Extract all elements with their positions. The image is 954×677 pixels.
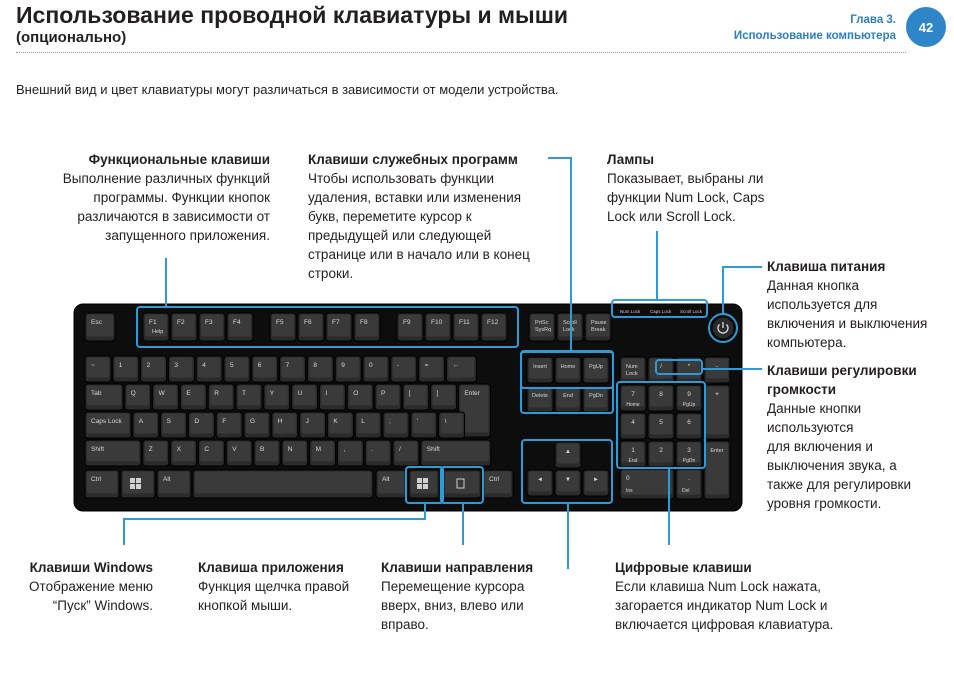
page-number-badge: 42 xyxy=(906,7,946,47)
key-nav xyxy=(527,386,553,412)
key-q-row xyxy=(85,384,123,410)
key-arrow-left xyxy=(527,470,553,496)
key-numpad xyxy=(676,385,702,411)
key-arrow-right xyxy=(583,470,609,496)
svg-text:Insert: Insert xyxy=(533,364,547,370)
key-nav xyxy=(583,386,609,412)
svg-text:-: - xyxy=(396,362,399,369)
svg-text:B: B xyxy=(260,446,265,453)
svg-text:Enter: Enter xyxy=(710,448,724,454)
page-subtitle: (опционально) xyxy=(16,29,127,46)
svg-text:A: A xyxy=(138,418,144,425)
svg-text:Esc: Esc xyxy=(91,319,102,326)
key-z-row xyxy=(393,440,419,466)
key-num-row xyxy=(363,356,389,382)
annotation-windows-keys xyxy=(10,558,153,615)
svg-text:C: C xyxy=(204,446,210,453)
key-a-row xyxy=(188,412,214,438)
svg-text:.: . xyxy=(371,446,374,453)
svg-text:Shift: Shift xyxy=(91,446,105,453)
key-q-row xyxy=(319,384,345,410)
key-numpad-enter xyxy=(704,441,730,499)
key-a-row xyxy=(161,412,187,438)
key-f2 xyxy=(171,313,197,341)
annotation-function-keys xyxy=(30,150,270,245)
intro-text: Внешний вид и цвет клавиатуры могут различаться в зависимости от модели устройства. xyxy=(16,82,559,97)
key-ctrl-right xyxy=(483,470,513,498)
svg-text:F2: F2 xyxy=(177,319,185,326)
svg-text:F11: F11 xyxy=(459,319,470,326)
svg-text:Enter: Enter xyxy=(464,390,480,397)
svg-text:Home: Home xyxy=(626,402,640,408)
key-numpad xyxy=(648,441,674,467)
svg-text:Delete: Delete xyxy=(532,393,548,399)
svg-text:K: K xyxy=(333,418,338,425)
svg-text:9: 9 xyxy=(687,391,691,398)
svg-text:←: ← xyxy=(452,362,459,369)
svg-text:2: 2 xyxy=(146,362,151,369)
svg-text:I: I xyxy=(325,390,328,397)
svg-text:Num: Num xyxy=(626,364,638,370)
key-z-row xyxy=(421,440,491,466)
svg-text:Alt: Alt xyxy=(382,476,390,483)
key-z-row xyxy=(171,440,197,466)
svg-text:3: 3 xyxy=(174,362,179,369)
key-f3 xyxy=(199,313,225,341)
svg-text:Z: Z xyxy=(148,446,153,453)
key-z-row xyxy=(337,440,363,466)
svg-text:1: 1 xyxy=(631,447,635,454)
key-f11 xyxy=(453,313,479,341)
key-a-row xyxy=(244,412,270,438)
key-a-row xyxy=(355,412,381,438)
key-numpad xyxy=(620,413,646,439)
key-f8 xyxy=(354,313,380,341)
svg-text:Caps Lock: Caps Lock xyxy=(91,418,122,425)
svg-text:0: 0 xyxy=(626,475,630,482)
svg-text:/: / xyxy=(399,446,401,453)
key-num-row xyxy=(419,356,445,382)
key-prtsc xyxy=(529,313,555,341)
key-q-row xyxy=(208,384,234,410)
svg-text:Q: Q xyxy=(130,390,136,397)
key-z-row xyxy=(85,440,141,466)
annotation-text: Отображение меню “Пуск” Windows. xyxy=(29,579,153,613)
key-a-row xyxy=(133,412,159,438)
svg-text:F5: F5 xyxy=(276,319,284,326)
svg-text:F3: F3 xyxy=(205,319,213,326)
key-arrow-up xyxy=(555,442,581,468)
annotation-text: Если клавиша Num Lock нажата, загорается индикатор Num Lock и включается цифровая клавиатура. xyxy=(615,579,834,632)
key-a-row xyxy=(439,412,465,438)
annotation-heading: Клавиша приложения xyxy=(198,560,344,575)
annotation-heading: Функциональные клавиши xyxy=(88,152,270,167)
key-f9 xyxy=(397,313,423,341)
svg-text:PgDn: PgDn xyxy=(589,393,603,399)
svg-text:Alt: Alt xyxy=(163,476,171,483)
svg-text:F7: F7 xyxy=(332,319,340,326)
chapter-title: Использование компьютера xyxy=(733,30,896,42)
svg-text:F10: F10 xyxy=(431,319,443,326)
svg-text:7: 7 xyxy=(285,362,290,369)
annotation-text: Перемещение курсора вверх, вниз, влево или вправо. xyxy=(381,579,525,632)
svg-text:PgUp: PgUp xyxy=(682,402,696,408)
key-num-row xyxy=(391,356,417,382)
svg-text:F8: F8 xyxy=(360,319,368,326)
annotation-heading: Лампы xyxy=(607,152,654,167)
key-numpad xyxy=(648,413,674,439)
key-menu xyxy=(443,470,481,498)
key-nav xyxy=(555,357,581,383)
key-nav xyxy=(527,357,553,383)
svg-text:': ' xyxy=(416,418,419,425)
key-z-row xyxy=(310,440,336,466)
key-esc xyxy=(85,313,115,341)
chapter-number: Глава 3. xyxy=(850,14,896,26)
svg-text:4: 4 xyxy=(202,362,206,369)
svg-text:Lock: Lock xyxy=(626,371,638,377)
svg-text:8: 8 xyxy=(659,391,663,398)
svg-text:J: J xyxy=(305,418,309,425)
svg-text:F4: F4 xyxy=(233,319,241,326)
svg-text:4: 4 xyxy=(631,419,635,426)
svg-text:M: M xyxy=(315,446,322,453)
key-num-row xyxy=(224,356,250,382)
annotation-heading: Клавиши направления xyxy=(381,560,534,575)
svg-text:O: O xyxy=(353,390,359,397)
key-a-row xyxy=(272,412,298,438)
key-space xyxy=(193,470,373,498)
key-num-row xyxy=(280,356,306,382)
svg-text:SysRq: SysRq xyxy=(535,327,552,333)
svg-text:,: , xyxy=(343,446,346,453)
svg-text:H: H xyxy=(277,418,283,425)
svg-text:F1: F1 xyxy=(149,319,157,326)
svg-text:6: 6 xyxy=(687,419,691,426)
power-key xyxy=(712,317,734,339)
key-z-row xyxy=(282,440,308,466)
key-a-row xyxy=(411,412,437,438)
svg-text:6: 6 xyxy=(257,362,262,369)
key-f1 xyxy=(143,313,169,341)
key-num-row xyxy=(252,356,278,382)
key-f7 xyxy=(326,313,352,341)
svg-text:◄: ◄ xyxy=(537,477,543,483)
annotation-text: Данные кнопки используются для включения и выключения звука, а также для регулировки уровня громкости. xyxy=(767,401,911,511)
svg-text:Scroll: Scroll xyxy=(563,320,577,326)
key-f12 xyxy=(481,313,507,341)
key-q-row xyxy=(125,384,151,410)
svg-text:Break: Break xyxy=(591,327,606,333)
key-q-row xyxy=(375,384,401,410)
svg-text:8: 8 xyxy=(313,362,318,369)
key-num-row xyxy=(196,356,222,382)
svg-text:1: 1 xyxy=(118,362,123,369)
key-q-row xyxy=(347,384,373,410)
key-num-row xyxy=(85,356,111,382)
key-a-row xyxy=(383,412,409,438)
key-num-row xyxy=(113,356,139,382)
annotation-heading: Клавиши регулировки громкости xyxy=(767,363,917,397)
key-nav xyxy=(583,357,609,383)
key-q-row xyxy=(180,384,206,410)
key-numpad xyxy=(620,441,646,467)
key-num-row xyxy=(307,356,333,382)
lamp-label: Caps Lock xyxy=(650,309,672,314)
annotation-text: Функция щелчка правой кнопкой мыши. xyxy=(198,579,350,613)
key-f6 xyxy=(298,313,324,341)
key-alt-left xyxy=(157,470,191,498)
key-f5 xyxy=(270,313,296,341)
svg-text:~: ~ xyxy=(91,362,95,369)
svg-text:F9: F9 xyxy=(403,319,411,326)
svg-text:;: ; xyxy=(389,418,391,425)
annotation-numeric-keys xyxy=(615,558,875,634)
svg-text:Help: Help xyxy=(152,329,164,335)
annotation-lamps xyxy=(607,150,807,226)
key-num-row xyxy=(141,356,167,382)
svg-text:Ctrl: Ctrl xyxy=(91,476,102,483)
svg-text:Tab: Tab xyxy=(91,390,102,397)
annotation-heading: Цифровые клавиши xyxy=(615,560,752,575)
key-numpad-zero xyxy=(620,469,674,499)
annotation-text: Выполнение различных функций программы. Функции кнопок различаются в зависимости от запущенного приложения. xyxy=(62,171,270,243)
key-q-row xyxy=(431,384,457,410)
svg-text:U: U xyxy=(297,390,303,397)
svg-text:F: F xyxy=(222,418,227,425)
svg-text:/: / xyxy=(660,363,662,370)
svg-text:PrtSc: PrtSc xyxy=(535,320,549,326)
svg-text:7: 7 xyxy=(631,391,635,398)
annotation-service-keys xyxy=(308,150,558,283)
svg-text:5: 5 xyxy=(659,419,663,426)
svg-text:G: G xyxy=(250,418,256,425)
svg-text:F6: F6 xyxy=(304,319,312,326)
svg-text:R: R xyxy=(214,390,219,397)
key-numpad xyxy=(676,413,702,439)
annotation-arrow-keys xyxy=(381,558,561,634)
key-q-row xyxy=(236,384,262,410)
key-z-row xyxy=(226,440,252,466)
svg-text:Y: Y xyxy=(269,390,275,397)
key-z-row xyxy=(254,440,280,466)
annotation-heading: Клавиши Windows xyxy=(29,560,153,575)
svg-text:*: * xyxy=(687,363,691,370)
key-z-row xyxy=(198,440,224,466)
svg-text:Lock: Lock xyxy=(563,327,575,333)
key-q-row xyxy=(403,384,429,410)
svg-text:►: ► xyxy=(593,477,599,483)
svg-text:▼: ▼ xyxy=(565,477,571,483)
svg-text:.: . xyxy=(688,475,690,482)
svg-text:Del: Del xyxy=(682,488,690,494)
svg-text:Ctrl: Ctrl xyxy=(489,476,500,483)
annotation-text: Данная кнопка используется для включения и выключения компьютера. xyxy=(767,278,928,350)
lamp-label: Num Lock xyxy=(620,309,641,314)
svg-text:[: [ xyxy=(408,390,411,397)
svg-text:-: - xyxy=(715,363,719,370)
key-ctrl-left xyxy=(85,470,119,498)
svg-text:Pause: Pause xyxy=(591,320,607,326)
key-q-row xyxy=(153,384,179,410)
svg-text:\: \ xyxy=(444,418,447,425)
key-q-row xyxy=(264,384,290,410)
key-arrow-down xyxy=(555,470,581,496)
key-numpad xyxy=(648,385,674,411)
svg-text:PgDn: PgDn xyxy=(682,458,696,464)
svg-text:Shift: Shift xyxy=(426,446,440,453)
svg-text:E: E xyxy=(186,390,191,397)
svg-text:End: End xyxy=(563,393,573,399)
svg-text:3: 3 xyxy=(687,447,691,454)
svg-text:V: V xyxy=(232,446,237,453)
key-numpad xyxy=(620,385,646,411)
annotation-text: Показывает, выбраны ли функции Num Lock, Caps Lock или Scroll Lock. xyxy=(607,171,765,224)
svg-text:P: P xyxy=(381,390,386,397)
key-a-row xyxy=(216,412,242,438)
annotation-heading: Клавиши служебных программ xyxy=(308,152,518,167)
svg-text:F12: F12 xyxy=(487,319,499,326)
svg-text:▲: ▲ xyxy=(565,449,571,455)
svg-text:D: D xyxy=(194,418,200,425)
key-numpad-dot xyxy=(676,469,702,499)
svg-text:Home: Home xyxy=(560,364,576,370)
svg-text:L: L xyxy=(361,418,365,425)
svg-text:5: 5 xyxy=(230,362,234,369)
page-title: Использование проводной клавиатуры и мыши xyxy=(16,2,568,28)
key-numpad xyxy=(620,357,646,383)
svg-text:2: 2 xyxy=(659,447,663,454)
key-num-row xyxy=(335,356,361,382)
key-a-row xyxy=(300,412,326,438)
key-a-row xyxy=(85,412,131,438)
key-numpad-plus xyxy=(704,385,730,439)
svg-text:N: N xyxy=(287,446,293,453)
key-num-row xyxy=(168,356,194,382)
annotation-app-key xyxy=(198,558,378,615)
key-num-row xyxy=(446,356,476,382)
svg-text:=: = xyxy=(424,362,429,369)
annotation-volume-keys xyxy=(767,361,947,513)
svg-text:+: + xyxy=(714,391,720,398)
svg-text:PgUp: PgUp xyxy=(589,364,603,370)
svg-text:9: 9 xyxy=(341,362,345,369)
key-nav xyxy=(555,386,581,412)
key-numpad xyxy=(676,441,702,467)
key-z-row xyxy=(143,440,169,466)
svg-text:0: 0 xyxy=(369,362,373,369)
annotation-text: Чтобы использовать функции удаления, вставки или изменения букв, переметите курсор к предыдущей или следующей странице или в начало или в конец строки. xyxy=(308,171,530,281)
lamp-label: Scroll Lock xyxy=(680,309,703,314)
svg-text:]: ] xyxy=(436,390,439,397)
key-alt-right xyxy=(376,470,406,498)
keyboard-body xyxy=(74,304,742,511)
svg-text:W: W xyxy=(158,390,165,397)
svg-text:Ins: Ins xyxy=(626,488,633,494)
key-a-row xyxy=(327,412,353,438)
svg-text:T: T xyxy=(242,390,246,397)
annotation-heading: Клавиша питания xyxy=(767,259,886,274)
key-pause xyxy=(585,313,611,341)
svg-text:End: End xyxy=(628,458,638,464)
svg-text:S: S xyxy=(166,418,171,425)
key-f10 xyxy=(425,313,451,341)
svg-text:X: X xyxy=(176,446,181,453)
key-f4 xyxy=(227,313,253,341)
key-q-row xyxy=(292,384,318,410)
annotation-power-key xyxy=(767,257,947,352)
key-z-row xyxy=(365,440,391,466)
